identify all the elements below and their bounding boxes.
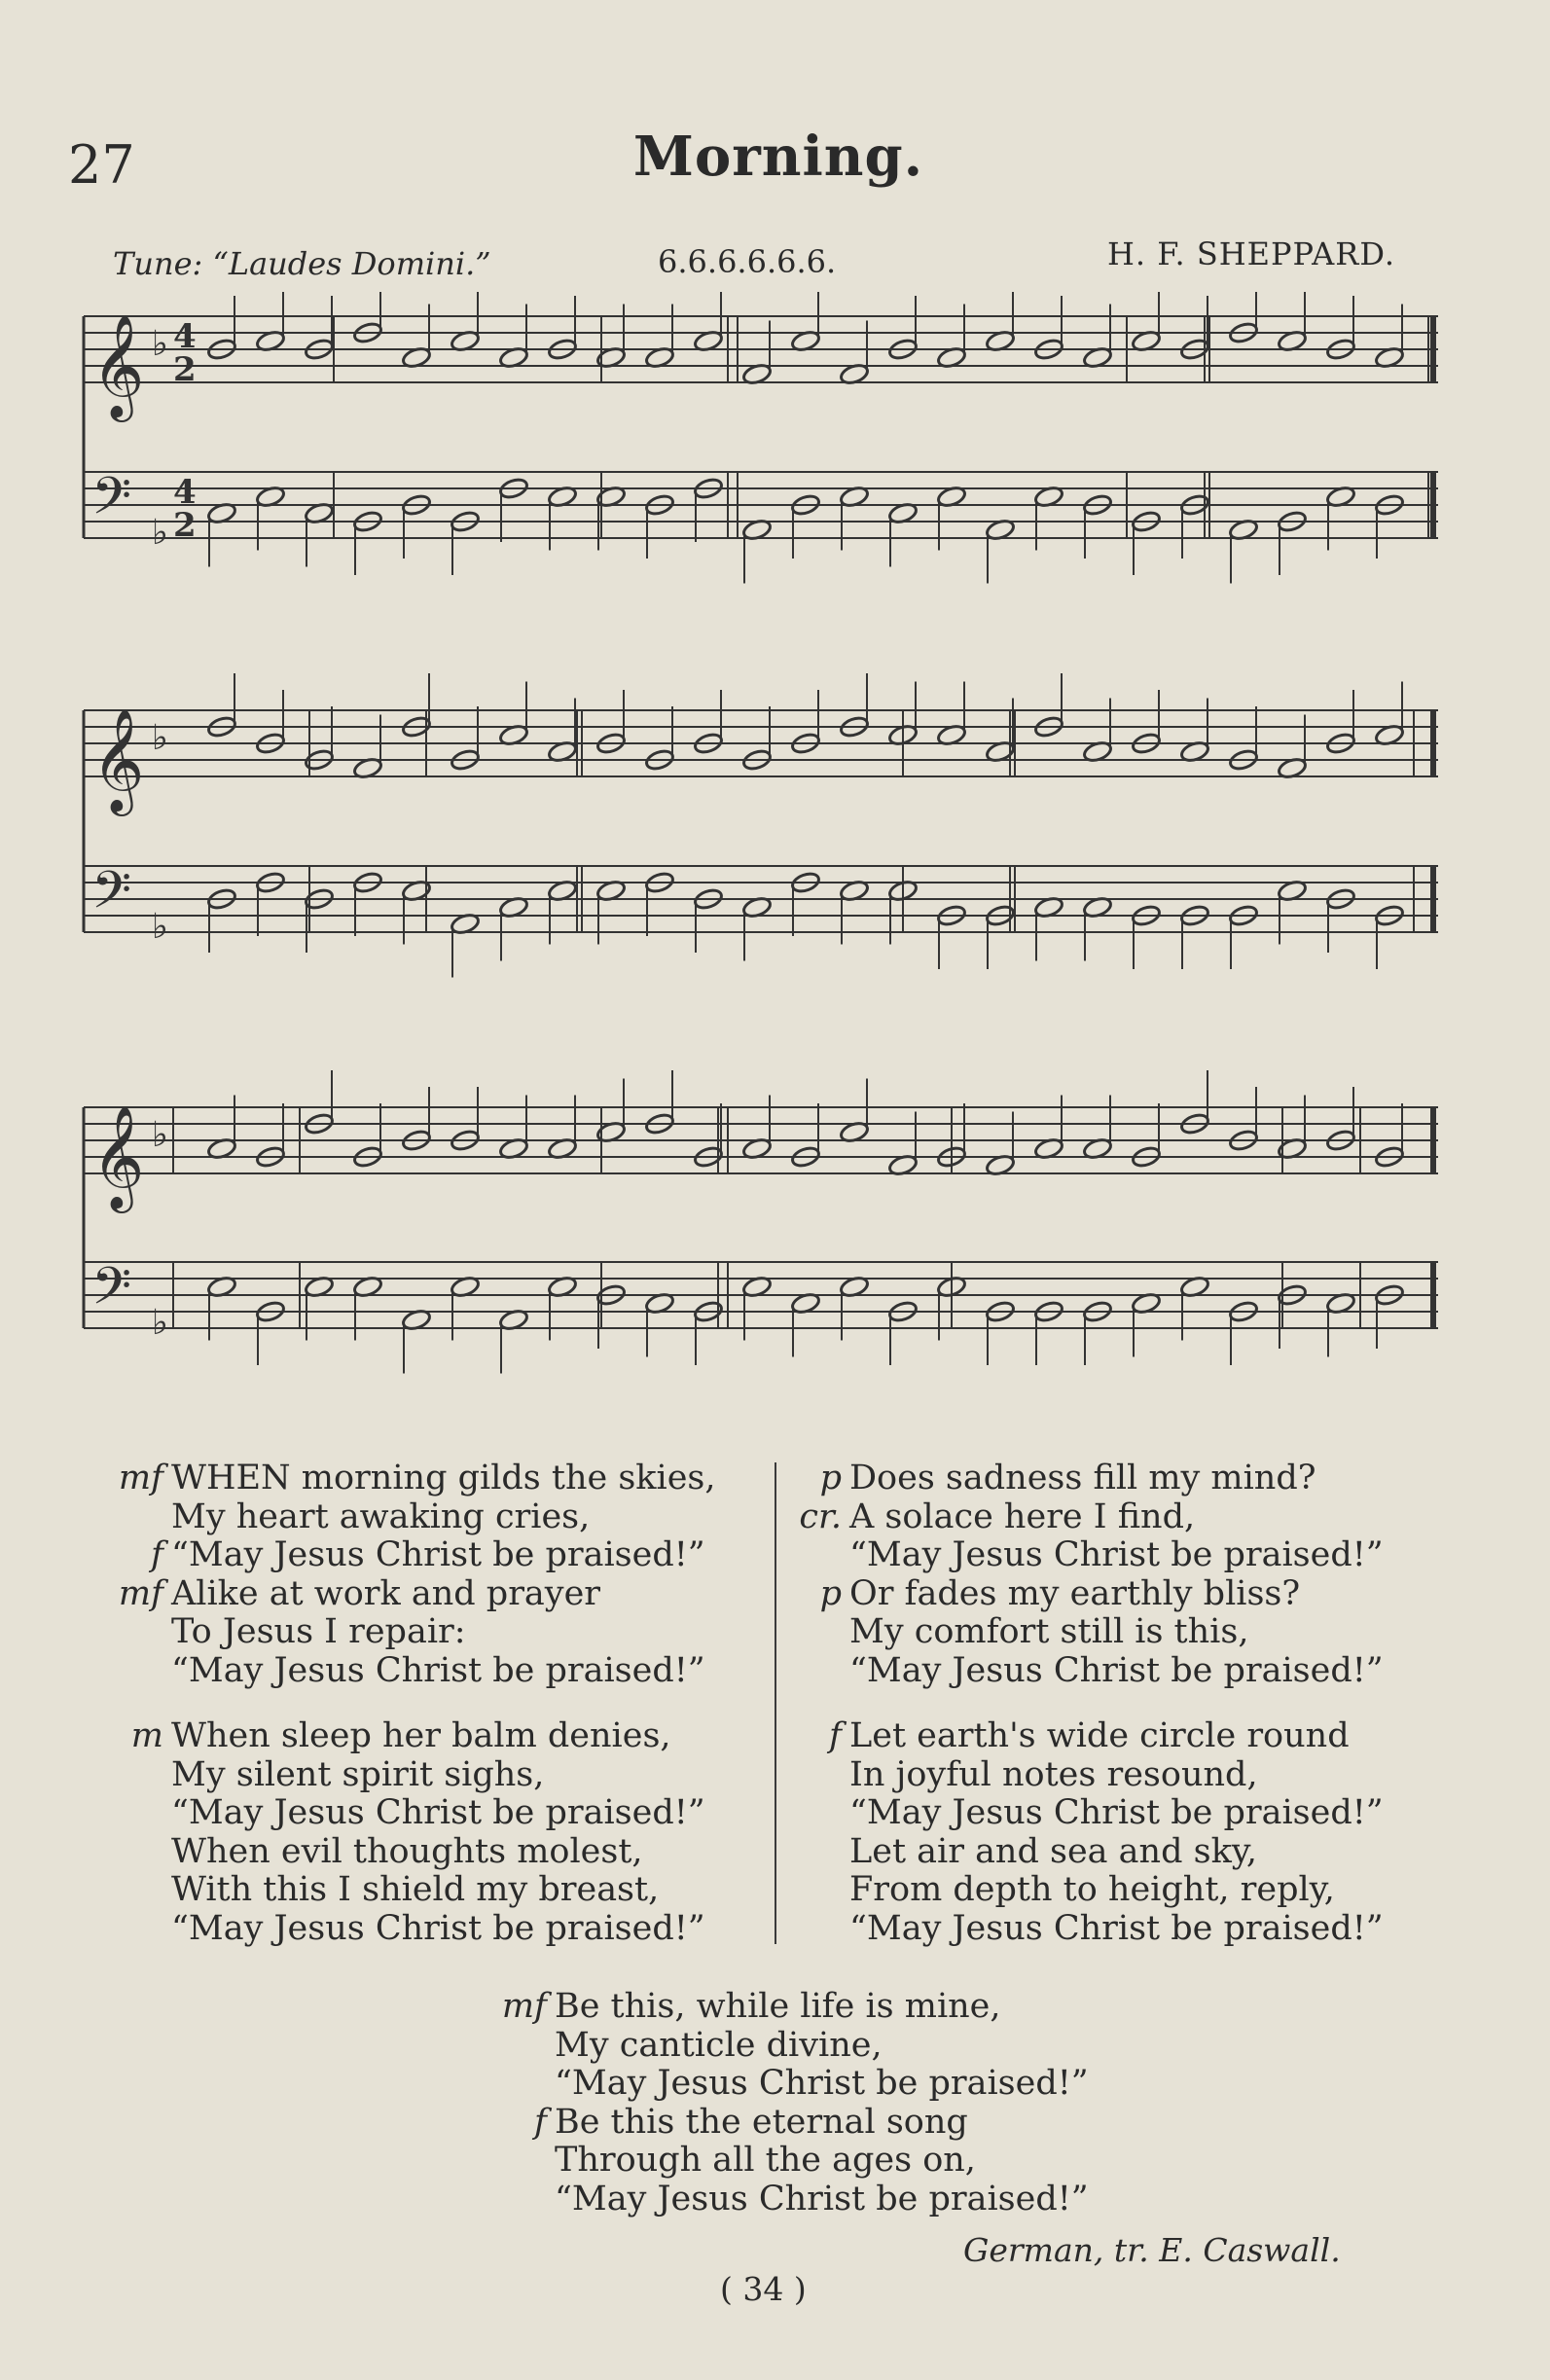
stanza (829, 1716, 1384, 1948)
verse-text: WHEN morning gilds the skies, (171, 1459, 716, 1497)
flat-sign: ♭ (152, 907, 168, 947)
verses-right-column (799, 1459, 1384, 1975)
bass-clef: 𝄢 (91, 1257, 132, 1329)
verses-left-column (118, 1459, 716, 1975)
verse-line (819, 1459, 1384, 1498)
verse-line (555, 2181, 1089, 2219)
verse-line (171, 1833, 716, 1872)
verse-text: “May Jesus Christ be praised!” (849, 1535, 1384, 1574)
verse-line (555, 2065, 1089, 2104)
verse-text: My silent spirit sighs, (171, 1754, 545, 1794)
final-barline (1430, 472, 1436, 538)
verse-line (849, 1833, 1384, 1872)
verse-text: My canticle divine, (555, 2025, 883, 2065)
stanza (130, 1716, 716, 1948)
verse-text: “May Jesus Christ be praised!” (555, 2179, 1089, 2218)
bass-clef: 𝄢 (91, 467, 132, 539)
verse-line (171, 1910, 716, 1949)
verse-line (151, 1535, 716, 1575)
verse-text: Does sadness fill my mind? (849, 1459, 1316, 1497)
dynamic-marking: mf (118, 1573, 163, 1613)
verse-text: To Jesus I repair: (171, 1612, 466, 1651)
treble-clef: 𝄞 (91, 313, 145, 417)
treble-clef: 𝄞 (91, 1104, 145, 1208)
dynamic-marking: f (534, 2102, 547, 2142)
verse-text: When evil thoughts molest, (171, 1831, 643, 1871)
verse-text: Through all the ages on, (555, 2141, 976, 2180)
verse-line (118, 1573, 716, 1614)
verse-line (501, 1987, 1089, 2027)
final-barline (1430, 1107, 1436, 1173)
meter: 6.6.6.6.6.6. (658, 243, 837, 280)
stanza (799, 1459, 1384, 1690)
composer: H. F. SHEPPARD. (1107, 235, 1396, 272)
verse-line (849, 1613, 1384, 1652)
final-barline (1430, 316, 1436, 382)
verse-text: “May Jesus Christ be praised!” (555, 2064, 1089, 2103)
verse-text: Alike at work and prayer (171, 1573, 601, 1613)
verse-final (501, 1987, 1089, 2218)
time-signature: 2 (173, 350, 197, 389)
verse-line (118, 1459, 716, 1498)
treble-clef: 𝄞 (91, 707, 145, 811)
verse-line (849, 1536, 1384, 1575)
hymn-number: 27 (68, 134, 135, 196)
verse-text: My comfort still is this, (849, 1612, 1249, 1651)
verse-text: “May Jesus Christ be praised!” (171, 1535, 705, 1574)
flat-sign: ♭ (152, 1115, 168, 1155)
dynamic-marking: mf (118, 1459, 163, 1497)
final-barline (1430, 1262, 1436, 1328)
time-signature: 2 (173, 506, 197, 545)
verse-line (130, 1716, 716, 1756)
dynamic-marking: mf (501, 1987, 547, 2026)
verse-line (799, 1497, 1384, 1537)
verse-text: Be this, while life is mine, (555, 1987, 1001, 2026)
flat-sign: ♭ (152, 718, 168, 758)
stanza (118, 1459, 716, 1690)
verse-text: “May Jesus Christ be praised!” (849, 1650, 1384, 1690)
verse-line (829, 1716, 1384, 1756)
verse-text: In joyful notes resound, (849, 1754, 1258, 1794)
verse-text: Be this the eternal song (555, 2102, 968, 2142)
verse-line (849, 1652, 1384, 1691)
dynamic-marking: p (819, 1573, 842, 1613)
verse-text: “May Jesus Christ be praised!” (171, 1793, 705, 1832)
verse-text: “May Jesus Christ be praised!” (171, 1908, 705, 1948)
verse-line (819, 1573, 1384, 1614)
attribution: German, tr. E. Caswall. (963, 2231, 1341, 2269)
page-number: ( 34 ) (720, 2270, 807, 2308)
verse-line (171, 1498, 716, 1537)
verse-text: “May Jesus Christ be praised!” (849, 1908, 1384, 1948)
verse-line (171, 1871, 716, 1910)
verse-text: With this I shield my breast, (171, 1870, 660, 1909)
verse-line (555, 2142, 1089, 2181)
final-barline (1430, 710, 1436, 776)
verse-line (171, 1613, 716, 1652)
flat-sign: ♭ (152, 513, 168, 553)
tune-name: Tune: “Laudes Domini.” (113, 245, 491, 282)
dynamic-marking: p (819, 1459, 842, 1497)
dynamic-marking: f (829, 1716, 842, 1755)
music-score (76, 292, 1458, 1411)
verse-text: Let earth's wide circle round (849, 1716, 1350, 1755)
bass-clef: 𝄢 (91, 861, 132, 933)
verse-line (555, 2027, 1089, 2066)
final-barline (1430, 866, 1436, 932)
hymn-title: Morning. (632, 125, 924, 189)
verse-text: A solace here I find, (849, 1497, 1196, 1536)
verse-line (849, 1871, 1384, 1910)
verse-text: Let air and sea and sky, (849, 1831, 1258, 1871)
time-signature: 4 (173, 473, 197, 512)
verse-line (849, 1756, 1384, 1795)
verse-text: When sleep her balm denies, (171, 1716, 671, 1755)
time-signature: 4 (173, 317, 197, 356)
flat-sign: ♭ (152, 324, 168, 364)
verse-text: “May Jesus Christ be praised!” (849, 1793, 1384, 1832)
verse-text: “May Jesus Christ be praised!” (171, 1650, 705, 1690)
verse-text: My heart awaking cries, (171, 1497, 591, 1536)
flat-sign: ♭ (152, 1303, 168, 1343)
verse-text: Or fades my earthly bliss? (849, 1573, 1301, 1613)
verse-line (171, 1794, 716, 1833)
verse-text: From depth to height, reply, (849, 1870, 1335, 1909)
verse-line (849, 1910, 1384, 1949)
verse-line (171, 1652, 716, 1691)
verse-line (849, 1794, 1384, 1833)
dynamic-marking: f (151, 1535, 163, 1574)
verse-line (534, 2102, 1089, 2143)
verse-line (171, 1756, 716, 1795)
dynamic-marking: m (130, 1716, 163, 1755)
dynamic-marking: cr. (799, 1497, 842, 1536)
